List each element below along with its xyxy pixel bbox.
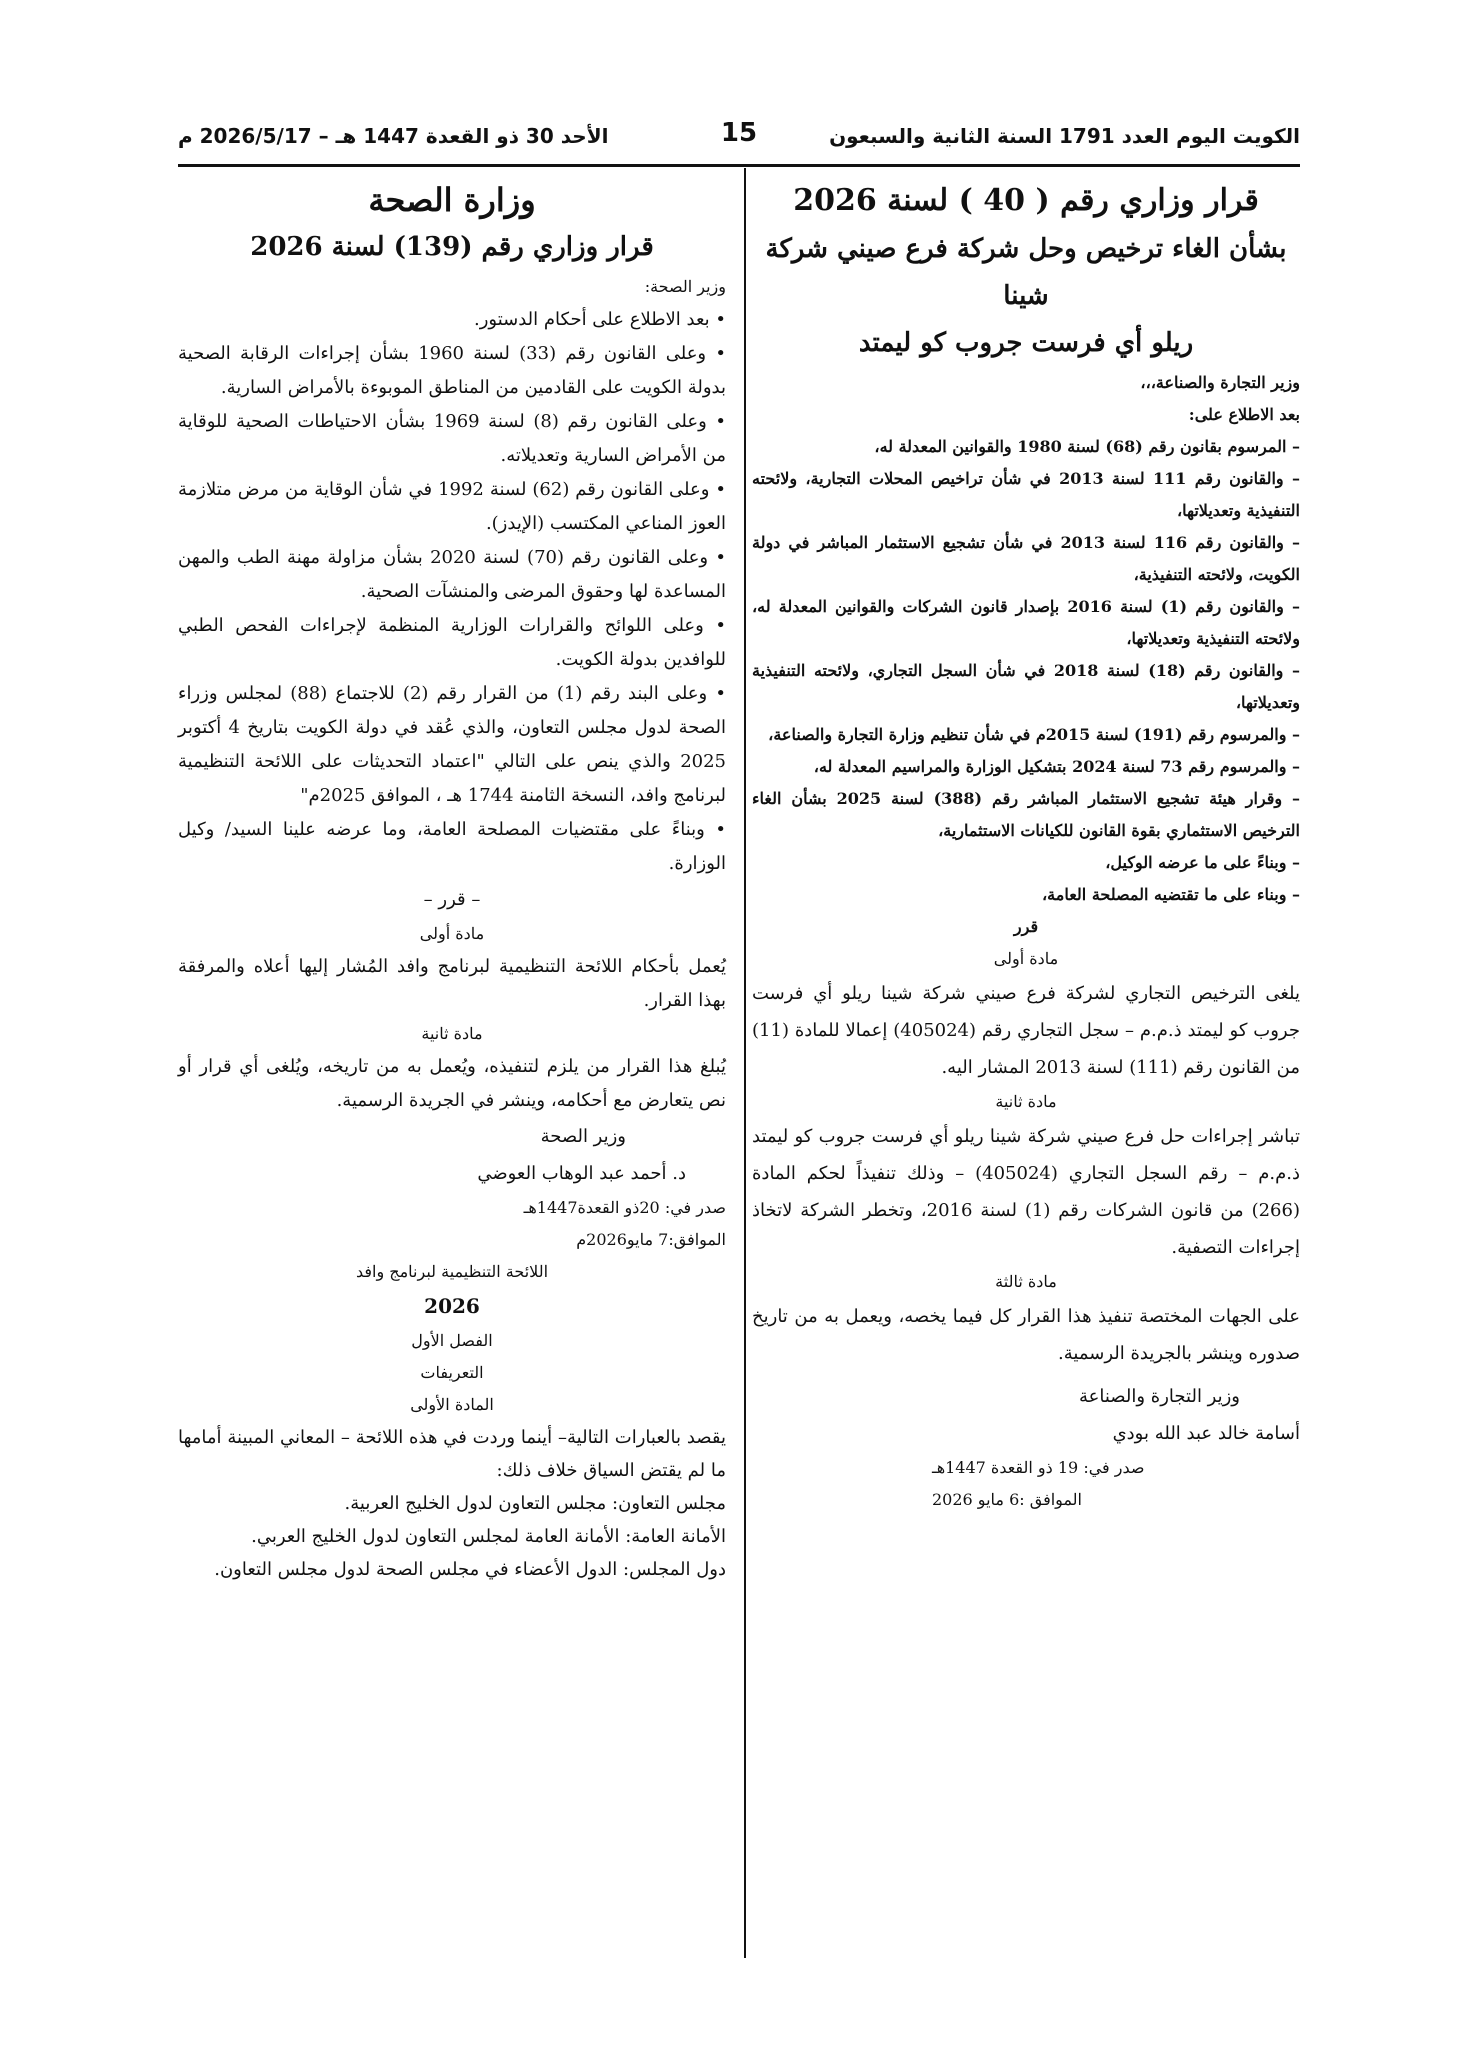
decree-40-subtitle-1: بشأن الغاء ترخيص وحل شركة فرع صيني شركة شينا (765, 234, 1287, 311)
list-item: – والقانون رقم 116 لسنة 2013 في شأن تشجيع الاستثمار المباشر في دولة الكويت، ولائحته التنفيذية، (752, 533, 1301, 584)
list-item: – وبناءً على ما عرضه الوكيل، (1105, 853, 1300, 872)
page-number: 15 (720, 118, 758, 148)
signature-name: د. أحمد عبد الوهاب العوضي (477, 1163, 686, 1184)
list-item: • وعلى القانون رقم (8) لسنة 1969 بشأن الاحتياطات الصحية للوقاية من الأمراض السارية وتعديلاته. (178, 411, 726, 466)
header-rule (178, 164, 1300, 167)
decided-heading: قرر (1013, 917, 1039, 936)
list-item: • وعلى القانون رقم (33) لسنة 1960 بشأن إجراءات الرقابة الصحية بدولة الكويت على القادمين من المناطق الموبوءة بالأمراض السارية. (178, 343, 726, 398)
list-item: – وبناء على ما تقتضيه المصلحة العامة، (1042, 885, 1300, 904)
article-3-text: على الجهات المختصة تنفيذ هذا القرار كل فيما يخصه، ويعمل به من تاريخ صدوره وينشر بالجريدة الرسمية. (752, 1306, 1300, 1364)
header-date: الأحد 30 ذو القعدة 1447 هـ – 2026/5/17 م (178, 124, 609, 148)
first-article-heading: المادة الأولى (410, 1395, 494, 1414)
article-2-title: مادة ثانية (421, 1024, 483, 1043)
list-item: – وقرار هيئة تشجيع الاستثمار المباشر رقم (388) لسنة 2025 بشأن الغاء الترخيص الاستثماري بقوة القانون للكيانات الاستثمارية، (752, 789, 1301, 840)
definition-item: مجلس التعاون: مجلس التعاون لدول الخليج العربية. (344, 1493, 726, 1514)
list-item: • وعلى القانون رقم (62) لسنة 1992 في شأن الوقاية من مرض متلازمة العوز المناعي المكتسب (الإيدز). (178, 479, 726, 534)
signature-title: وزير التجارة والصناعة (1078, 1386, 1240, 1407)
list-item: • وعلى اللوائح والقرارات الوزارية المنظمة لإجراءات الفحص الطبي للوافدين بدولة الكويت. (178, 615, 726, 670)
after-review: بعد الاطلاع على: (1188, 405, 1300, 424)
decree-40-subtitle-2: ريلو أي فرست جروب كو ليمتد (858, 328, 1194, 358)
list-item: – المرسوم بقانون رقم (68) لسنة 1980 والقوانين المعدلة له، (874, 437, 1300, 456)
signature-name: أسامة خالد عبد الله بودي (1112, 1423, 1300, 1444)
ministry-name: وزارة الصحة (368, 181, 536, 219)
article-2-title: مادة ثانية (995, 1092, 1057, 1111)
list-item: – والقانون رقم (18) لسنة 2018 في شأن السجل التجاري، ولائحته التنفيذية وتعديلاتها، (752, 661, 1301, 712)
minister-intro: وزير الصحة: (644, 277, 726, 296)
article-1-title: مادة أولى (419, 924, 485, 943)
decree-40-column (752, 176, 1300, 1516)
decree-40-title: قرار وزاري رقم ( 40 ) لسنة 2026 (793, 183, 1259, 218)
list-item: • وعلى البند رقم (1) من القرار رقم (2) للاجتماع (88) لمجلس وزراء الصحة لدول مجلس التعاون، والذي عُقد في دولة الكويت بتاريخ 4 أكتوبر 2025 والذي ينص على التالي "اعتماد التحديثات على اللائحة التنظيمية لبرنامج وافد، النسخة الثامنة 1744 هـ ، الموافق 2025م" (178, 683, 726, 806)
definitions-heading: التعريفات (420, 1363, 484, 1382)
column-divider (744, 168, 746, 1958)
corresponding-date: الموافق:7 مايو2026م (576, 1230, 726, 1249)
list-item: • وعلى القانون رقم (70) لسنة 2020 بشأن مزاولة مهنة الطب والمهن المساعدة لها وحقوق المرضى والمنشآت الصحية. (178, 547, 727, 602)
minister-intro: وزير التجارة والصناعة،،، (1140, 373, 1300, 392)
regulation-title: اللائحة التنظيمية لبرنامج وافد (355, 1262, 549, 1281)
article-2-text: يُبلغ هذا القرار من يلزم لتنفيذه، ويُعمل به من تاريخه، ويُلغى أي قرار أو نص يتعارض مع أحكامه، وينشر في الجريدة الرسمية. (178, 1056, 726, 1111)
issued-date: صدر في: 20ذو القعدة1447هـ (523, 1198, 726, 1217)
article-1-title: مادة أولى (993, 949, 1059, 968)
corresponding-date: الموافق :6 مايو 2026 (932, 1490, 1082, 1509)
list-item: • وبناءً على مقتضيات المصلحة العامة، وما عرضه علينا السيد/ وكيل الوزارة. (178, 819, 726, 874)
decree-139-title: قرار وزاري رقم (139) لسنة 2026 (250, 232, 654, 262)
definition-item: دول المجلس: الدول الأعضاء في مجلس الصحة لدول مجلس التعاون. (214, 1559, 726, 1580)
list-item: – والقانون رقم (1) لسنة 2016 بإصدار قانون الشركات والقوانين المعدلة له، ولائحته التنفيذية وتعديلاتها، (752, 597, 1300, 648)
regulation-year: 2026 (424, 1294, 480, 1318)
definition-item: الأمانة العامة: الأمانة العامة لمجلس التعاون لدول الخليج العربي. (251, 1526, 726, 1547)
definitions-intro: يقصد بالعبارات التالية– أينما وردت في هذه اللائحة – المعاني المبينة أمامها ما لم يقتض السياق خلاف ذلك: (178, 1427, 726, 1481)
header-issue: الكويت اليوم العدد 1791 السنة الثانية والسبعون (829, 124, 1300, 148)
decided-heading: – قرر – (423, 889, 481, 910)
list-item: – والقانون رقم 111 لسنة 2013 في شأن تراخيص المحلات التجارية، ولائحته التنفيذية وتعديلاتها، (752, 469, 1301, 520)
issued-date: صدر في: 19 ذو القعدة 1447هـ (932, 1458, 1145, 1477)
article-1-text: يُعمل بأحكام اللائحة التنظيمية لبرنامج وافد المُشار إليها أعلاه والمرفقة بهذا القرار. (178, 956, 726, 1011)
list-item: – والمرسوم رقم (191) لسنة 2015م في شأن تنظيم وزارة التجارة والصناعة، (768, 725, 1300, 744)
list-item: • بعد الاطلاع على أحكام الدستور. (474, 309, 726, 330)
signature-title: وزير الصحة (540, 1126, 626, 1147)
decree-139-column (178, 176, 726, 1586)
article-3-title: مادة ثالثة (995, 1272, 1057, 1291)
list-item: – والمرسوم رقم 73 لسنة 2024 بتشكيل الوزارة والمراسيم المعدلة له، (813, 757, 1300, 776)
page-header (178, 118, 1300, 158)
article-2-text: تباشر إجراءات حل فرع صيني شركة شينا ريلو أي فرست جروب كو ليمتد ذ.م.م – رقم السجل التجاري (405024) – وذلك تنفيذاً لحكم المادة (266) من قانون الشركات رقم (1) لسنة 2016، وتخطر الشركة لاتخاذ إجراءات التصفية. (752, 1126, 1300, 1258)
article-1-text: يلغى الترخيص التجاري لشركة فرع صيني شركة شينا ريلو أي فرست جروب كو ليمتد ذ.م.م – سجل التجاري رقم (405024) إعمالا للمادة (11) من القانون رقم (111) لسنة 2013 المشار اليه. (752, 983, 1300, 1078)
chapter-heading: الفصل الأول (411, 1331, 493, 1350)
